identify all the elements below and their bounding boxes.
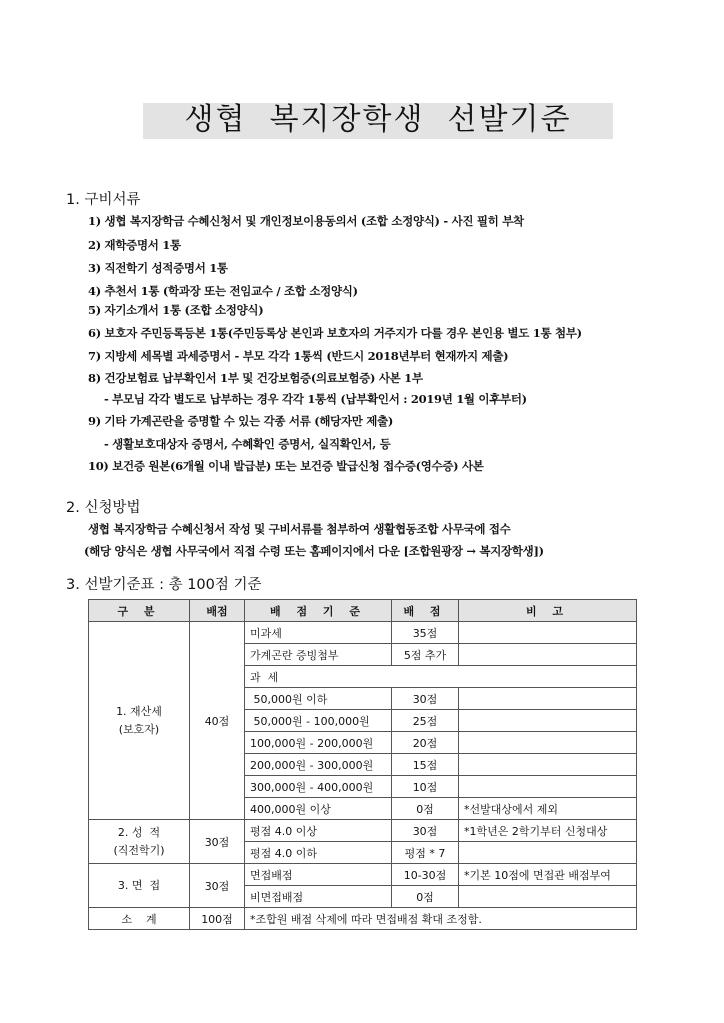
section-heading-application: 2. 신청방법 — [66, 500, 141, 516]
criteria-table — [88, 599, 637, 930]
header-score: 배 점 — [392, 600, 459, 622]
score-cell: 30점 — [392, 820, 459, 842]
document-item: 10) 보건증 원본(6개월 이내 발급분) 또는 보건증 발급신청 접수증(영수증) 사본 — [88, 459, 484, 473]
application-line: 생협 복지장학금 수혜신청서 작성 및 구비서류를 첨부하여 생활협동조합 사무국에 접수 — [88, 522, 511, 536]
table-row — [89, 820, 637, 842]
category-label: 2. 성 적 — [117, 825, 161, 839]
page-title: 생협 복지장학생 선발기준 — [184, 102, 572, 137]
header-note: 비 고 — [459, 600, 637, 622]
note-cell — [459, 732, 637, 754]
score-cell: 15점 — [392, 754, 459, 776]
note-cell — [459, 688, 637, 710]
header-criterion: 배 점 기 준 — [245, 600, 392, 622]
note-cell — [459, 644, 637, 666]
criterion-cell: 50,000원 이하 — [245, 688, 392, 710]
table-row — [89, 864, 637, 886]
note-cell — [459, 842, 637, 864]
criterion-cell: 200,000원 - 300,000원 — [245, 754, 392, 776]
note-cell: *기본 10점에 면접관 배점부여 — [459, 864, 637, 886]
total-label: 소 계 — [89, 908, 190, 930]
criterion-cell: 평점 4.0 이상 — [245, 820, 392, 842]
document-subitem: - 생활보호대상자 증명서, 수혜확인 증명서, 실직확인서, 등 — [104, 437, 391, 451]
category-points: 30점 — [190, 864, 245, 908]
category-sublabel: (직전학기) — [113, 843, 165, 857]
document-item: 4) 추천서 1통 (학과장 또는 전임교수 / 조합 소정양식) — [88, 284, 358, 298]
category-property — [89, 622, 190, 820]
header-category: 구 분 — [89, 600, 190, 622]
note-cell: *1학년은 2학기부터 신청대상 — [459, 820, 637, 842]
application-line: (해당 양식은 생협 사무국에서 직접 수령 또는 홈페이지에서 다운 [조합원광장 → 복지장학생]) — [84, 544, 544, 558]
score-cell: 0점 — [392, 886, 459, 908]
total-points: 100점 — [190, 908, 245, 930]
note-cell — [459, 886, 637, 908]
document-item: 5) 자기소개서 1통 (조합 소정양식) — [88, 303, 264, 317]
document-subitem: - 부모님 각각 별도로 납부하는 경우 각각 1통씩 (납부확인서 : 2019년 1월 이후부터) — [104, 392, 527, 406]
score-cell: 10점 — [392, 776, 459, 798]
category-label: 1. 재산세 — [116, 704, 162, 718]
table-header-row — [89, 600, 637, 622]
category-sublabel: (보호자) — [118, 722, 160, 736]
header-points: 배점 — [190, 600, 245, 622]
document-item: 1) 생협 복지장학금 수혜신청서 및 개인정보이용동의서 (조합 소정양식) - 사진 필히 부착 — [88, 214, 524, 228]
criterion-cell: 400,000원 이상 — [245, 798, 392, 820]
score-cell: 25점 — [392, 710, 459, 732]
score-cell: 5점 추가 — [392, 644, 459, 666]
category-interview: 3. 면 접 — [89, 864, 190, 908]
criterion-cell: 300,000원 - 400,000원 — [245, 776, 392, 798]
criterion-cell: 50,000원 - 100,000원 — [245, 710, 392, 732]
score-cell: 0점 — [392, 798, 459, 820]
category-points: 40점 — [190, 622, 245, 820]
score-cell: 평점 * 7 — [392, 842, 459, 864]
score-cell: 20점 — [392, 732, 459, 754]
criterion-cell: 100,000원 - 200,000원 — [245, 732, 392, 754]
document-item: 6) 보호자 주민등록등본 1통(주민등록상 본인과 보호자의 거주지가 다를 경우 본인용 별도 1통 첨부) — [88, 326, 582, 340]
score-cell: 35점 — [392, 622, 459, 644]
section-heading-criteria: 3. 선발기준표 : 총 100점 기준 — [66, 577, 262, 593]
criterion-cell: 미과세 — [245, 622, 392, 644]
criterion-cell: 평점 4.0 이하 — [245, 842, 392, 864]
score-cell: 30점 — [392, 688, 459, 710]
total-note: *조합원 배점 삭제에 따라 면접배점 확대 조정함. — [245, 908, 637, 930]
document-item: 2) 재학증명서 1통 — [88, 238, 181, 252]
category-points: 30점 — [190, 820, 245, 864]
table-row — [89, 622, 637, 644]
document-item: 8) 건강보험료 납부확인서 1부 및 건강보험증(의료보험증) 사본 1부 — [88, 371, 423, 385]
note-cell — [459, 710, 637, 732]
document-item: 9) 기타 가계곤란을 증명할 수 있는 각종 서류 (해당자만 제출) — [88, 414, 394, 428]
note-cell — [459, 776, 637, 798]
score-cell: 10-30점 — [392, 864, 459, 886]
document-item: 3) 직전학기 성적증명서 1통 — [88, 261, 228, 275]
criterion-cell: 가계곤란 증빙첨부 — [245, 644, 392, 666]
table-total-row — [89, 908, 637, 930]
criterion-cell: 면접배점 — [245, 864, 392, 886]
note-cell: *선발대상에서 제외 — [459, 798, 637, 820]
criterion-cell: 과 세 — [245, 666, 637, 688]
category-grades — [89, 820, 190, 864]
section-heading-documents: 1. 구비서류 — [66, 192, 141, 208]
criterion-cell: 비면접배점 — [245, 886, 392, 908]
document-item: 7) 지방세 세목별 과세증명서 - 부모 각각 1통씩 (반드시 2018년부터 현재까지 제출) — [88, 349, 509, 363]
note-cell — [459, 754, 637, 776]
note-cell — [459, 622, 637, 644]
